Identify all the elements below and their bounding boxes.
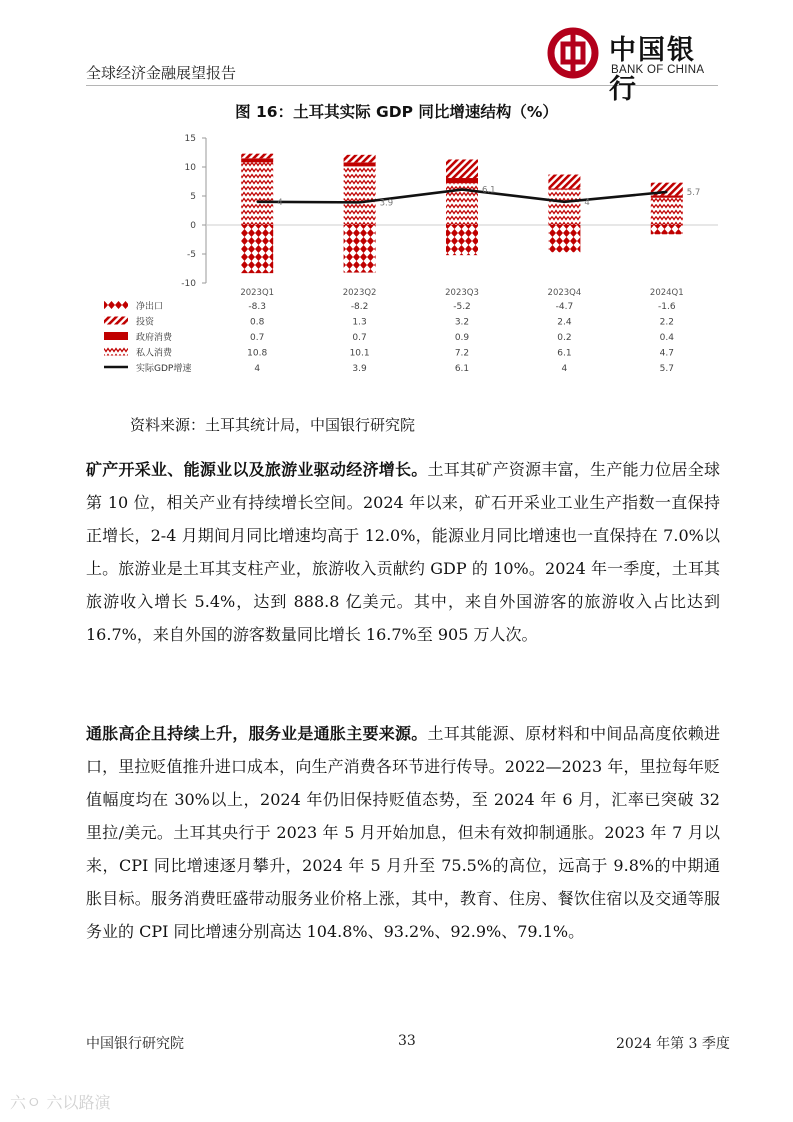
figure-source: 资料来源：土耳其统计局，中国银行研究院 xyxy=(130,416,416,434)
x-tick-label: 2023Q4 xyxy=(547,288,582,298)
table-cell: -8.2 xyxy=(350,302,369,312)
table-cell: 4.7 xyxy=(659,348,674,359)
gdp-point xyxy=(564,201,566,203)
paragraph-1 xyxy=(86,453,720,651)
bar-segment xyxy=(446,159,478,178)
legend-label: 私人消费 xyxy=(136,348,173,359)
legend-label: 实际GDP增速 xyxy=(136,364,192,374)
bar-segment xyxy=(344,162,376,166)
y-tick-label: -10 xyxy=(181,279,196,289)
gdp-data-label: 3.9 xyxy=(379,198,394,209)
gdp-structure-chart xyxy=(80,125,720,387)
figure-title: 图 16：土耳其实际 GDP 同比增速结构（%） xyxy=(235,103,558,121)
gdp-data-label: 5.7 xyxy=(686,187,701,198)
y-tick-label: 5 xyxy=(190,192,196,202)
bar-segment xyxy=(548,175,580,189)
table-cell: 10.1 xyxy=(349,348,370,359)
gdp-data-label: 6.1 xyxy=(482,185,496,196)
table-cell: 4 xyxy=(254,364,261,374)
bar-segment xyxy=(651,225,683,234)
watermark: 六ㅇ 六以路演 xyxy=(10,1093,111,1112)
legend-label: 政府消费 xyxy=(136,333,173,343)
x-tick-label: 2023Q1 xyxy=(240,288,275,298)
x-tick-label: 2023Q3 xyxy=(445,288,479,298)
table-cell: 6.1 xyxy=(557,348,572,359)
legend-swatch xyxy=(104,317,128,325)
table-cell: 3.9 xyxy=(352,364,367,374)
gdp-point xyxy=(359,202,361,204)
table-cell: -1.6 xyxy=(658,302,676,312)
bar-segment xyxy=(651,198,683,225)
x-tick-label: 2024Q1 xyxy=(649,288,684,298)
y-tick-label: -5 xyxy=(187,250,196,260)
bar-segment xyxy=(344,155,376,163)
legend-swatch xyxy=(104,301,128,309)
footer-institute: 中国银行研究院 xyxy=(86,1036,184,1052)
y-tick-label: 15 xyxy=(184,134,196,144)
gdp-data-label: 4 xyxy=(584,197,590,208)
bar-segment xyxy=(548,225,580,252)
y-tick-label: 0 xyxy=(190,221,196,231)
y-tick-label: 10 xyxy=(184,163,196,173)
paragraph-1-lead: 矿产开采业、能源业以及旅游业驱动经济增长。 xyxy=(86,460,428,479)
table-cell: 2.4 xyxy=(557,317,572,328)
table-cell: -5.2 xyxy=(453,302,471,312)
table-cell: 3.2 xyxy=(454,317,470,328)
bar-segment xyxy=(548,188,580,189)
table-cell: 4 xyxy=(561,364,568,374)
bar-segment xyxy=(241,162,273,225)
boc-emblem-icon xyxy=(545,26,601,80)
bar-segment xyxy=(344,166,376,225)
bar-segment xyxy=(651,195,683,197)
paragraph-2 xyxy=(86,717,720,948)
table-cell: 7.2 xyxy=(454,348,470,359)
bar-segment xyxy=(344,225,376,273)
bar-segment xyxy=(548,190,580,225)
bank-logo xyxy=(545,24,720,105)
table-cell: 6.1 xyxy=(454,364,470,374)
logo-chinese-name: 中国银行 xyxy=(609,35,696,105)
bar-segment xyxy=(241,154,273,159)
bar-segment xyxy=(241,158,273,162)
table-cell: -8.3 xyxy=(248,302,266,312)
gdp-point xyxy=(461,189,463,191)
legend-label: 净出口 xyxy=(136,302,164,312)
legend-label: 投资 xyxy=(136,317,155,328)
paragraph-1-text: 土耳其矿产资源丰富，生产能力位居全球第 10 位，相关产业有持续增长空间。2024 年以来，矿石开采业工业生产指数一直保持正增长，2-4 月期间月同比增速均高于 12.0%，能源业月同比增速也一直保持在 7.0%以上。旅游业是土耳其支柱产业，旅游收入贡献约 GDP 的 10%。2024 年一季度，土耳其旅游收入增长 5.4%，达到 888.8 亿美元。其中，来自外国游客的旅游收入占比达到 16.7%，来自外国的游客数量同比增长 16.7%至 905 万人次。 xyxy=(86,460,720,644)
table-cell: 0.2 xyxy=(557,333,572,343)
table-cell: 10.8 xyxy=(247,348,268,359)
gdp-point xyxy=(256,201,258,203)
page-number: 33 xyxy=(398,1033,416,1049)
table-cell: 0.7 xyxy=(352,333,367,343)
table-cell: 0.9 xyxy=(454,333,470,343)
legend-swatch xyxy=(104,348,128,356)
table-cell: 0.7 xyxy=(250,333,265,343)
paragraph-2-text: 土耳其能源、原材料和中间品高度依赖进口，里拉贬值推升进口成本，向生产消费各环节进行传导。2022—2023 年，里拉每年贬值幅度均在 30%以上，2024 年仍旧保持贬值态势，至 2024 年 6 月，汇率已突破 32 里拉/美元。土耳其央行于 2023 年 5 月开始加息，但未有效抑制通胀。2023 年 7 月以来，CPI 同比增速逐月攀升，2024 年 5 月升至 75.5%的高位，远高于 9.8%的中期通胀目标。服务消费旺盛带动服务业价格上涨，其中，教育、住房、餐饮住宿以及交通等服务业的 CPI 同比增速分别高达 104.8%、93.2%、92.9%、79.1%。 xyxy=(86,724,720,941)
table-cell: 1.3 xyxy=(352,317,367,328)
bar-segment xyxy=(446,178,478,183)
paragraph-2-lead: 通胀高企且持续上升，服务业是通胀主要来源。 xyxy=(86,724,428,743)
legend-swatch xyxy=(104,332,128,340)
table-cell: 0.8 xyxy=(250,317,265,328)
table-cell: 5.7 xyxy=(659,364,674,374)
report-title: 全球经济金融展望报告 xyxy=(86,64,237,82)
table-cell: 2.2 xyxy=(659,317,674,328)
logo-english-name: BANK OF CHINA xyxy=(611,64,705,76)
table-cell: 0.4 xyxy=(659,333,674,343)
bar-segment xyxy=(446,225,478,255)
gdp-data-label: 4 xyxy=(277,197,283,208)
bar-segment xyxy=(241,225,273,273)
gdp-point xyxy=(666,191,668,193)
footer-period: 2024 年第 3 季度 xyxy=(616,1036,730,1052)
table-cell: -4.7 xyxy=(555,302,574,312)
x-tick-label: 2023Q2 xyxy=(342,288,377,298)
